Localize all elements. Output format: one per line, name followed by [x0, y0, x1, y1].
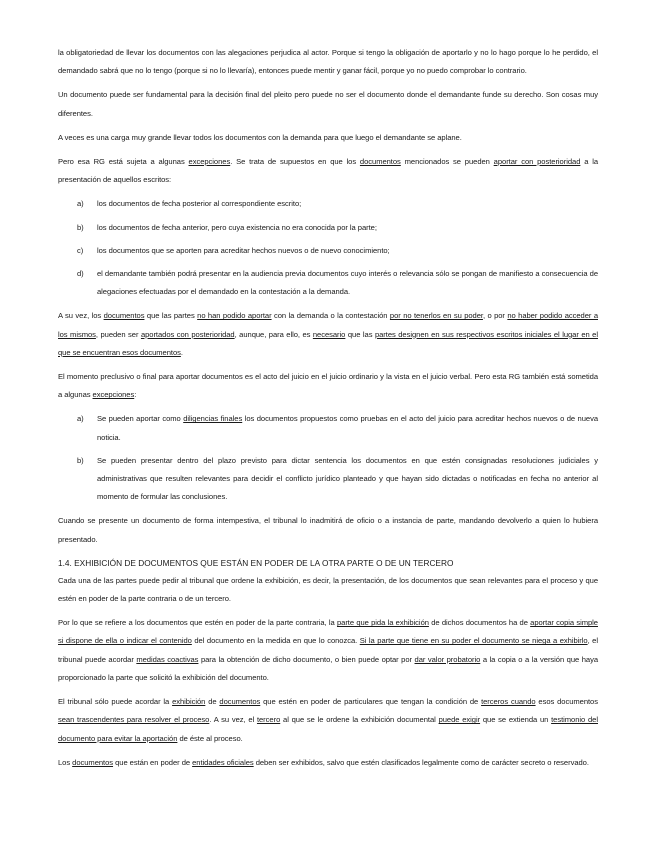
list-marker: a) — [77, 199, 84, 209]
paragraph-6: El momento preclusivo o final para aportar documentos es el acto del juicio en el juicio ordinario y la vista en el juicio verbal. Pero esta RG también está sometida a algunas excepciones: — [58, 372, 598, 400]
underlined-text: testimonio del documento para evitar la aportación — [58, 715, 598, 743]
list-marker: d) — [77, 269, 84, 279]
section-heading: 1.4. EXHIBICIÓN DE DOCUMENTOS QUE ESTÁN EN PODER DE LA OTRA PARTE O DE UN TERCERO — [58, 557, 454, 568]
list-item: b) los documentos de fecha anterior, pero cuya existencia no era conocida por la parte; — [58, 219, 598, 237]
underlined-text: documentos — [72, 757, 114, 767]
exceptions-list-2 — [58, 410, 598, 506]
underlined-text: por no tenerlos en su poder — [389, 311, 483, 321]
list-item: a) los documentos de fecha posterior al correspondiente escrito; — [58, 195, 598, 213]
exceptions-list-1 — [58, 195, 598, 301]
paragraph-2: Un documento puede ser fundamental para la decisión final del pleito pero puede no ser el documento donde el demandante funde su derecho. Son cosas muy diferentes. — [58, 90, 598, 118]
list-marker: b) — [77, 455, 84, 465]
underlined-text: no han podido aportar — [197, 311, 272, 321]
underlined-text: tercero — [256, 715, 281, 725]
underlined-text: aportados con posterioridad — [140, 329, 235, 339]
underlined-text: sean trascendentes para resolver el proceso — [58, 715, 210, 725]
underlined-text: partes designen en sus respectivos escritos iniciales el lugar en el que se encuentran esos documentos — [58, 329, 598, 357]
document-page — [58, 44, 598, 778]
paragraph-11: Los documentos que están en poder de entidades oficiales deben ser exhibidos, salvo que estén clasificados legalmente como de carácter secreto o reservado. — [58, 757, 589, 767]
paragraph-7: Cuando se presente un documento de forma intempestiva, el tribunal lo inadmitirá de oficio o a instancia de parte, mandando devolverlo a quien lo hubiera presentado. — [58, 516, 598, 544]
underlined-text: necesario — [312, 329, 346, 339]
list-marker: c) — [77, 245, 84, 255]
paragraph-1: la obligatoriedad de llevar los documentos con las alegaciones perjudica al actor. Porque si tengo la obligación de aportarlo y no lo hago porque lo he perdido, el demandado sabrá que no lo tengo (porque si no lo llevaría), entonces puede mentir y ganar fácil, porque yo no puedo comprobar lo contrario. — [58, 48, 598, 76]
list-item: c) los documentos que se aporten para acreditar hechos nuevos o de nuevo conocimiento; — [58, 242, 598, 260]
list-item: b) Se pueden presentar dentro del plazo previsto para dictar sentencia los documentos en que estén consignadas resoluciones judiciales y administrativas que resulten relevantes para decidir el conflicto jurídico planteado y que hayan sido dictadas o notificadas en fecha no anterior al momento de formular las conclusiones. — [58, 452, 598, 507]
list-marker: a) — [77, 414, 84, 424]
underlined-text: Si la parte que tiene en su poder el documento se niega a exhibirlo — [359, 636, 588, 646]
underlined-text: exhibición — [172, 697, 206, 707]
paragraph-8: Cada una de las partes puede pedir al tribunal que ordene la exhibición, es decir, la presentación, de los documentos que sean relevantes para el proceso y que estén en poder de la parte contraria o de un tercero. — [58, 575, 598, 604]
underlined-text: dar valor probatorio — [414, 654, 481, 664]
underlined-text: diligencias finales — [183, 414, 243, 424]
underlined-text: aportar copia simple si dispone de ella o indicar el contenido — [58, 618, 598, 646]
list-item: d) el demandante también podrá presentar en la audiencia previa documentos cuyo interés o relevancia sólo se pongan de manifiesto a consecuencia de alegaciones efectuadas por el demandado en la contestación a la demanda. — [58, 265, 598, 301]
underlined-text: medidas coactivas — [136, 654, 199, 664]
underlined-text: documentos — [219, 697, 261, 707]
paragraph-9: Por lo que se refiere a los documentos que estén en poder de la parte contraria, la parte que pida la exhibición de dichos documentos ha de aportar copia simple si dispone de ella o indicar el contenido del documento en la medida en que lo conozca. Si la parte que tiene en su poder el documento se niega a exhibirlo, el tribunal puede acordar medidas coactivas para la obtención de dicho documento, o bien puede optar por dar valor probatorio a la copia o a la versión que haya proporcionado la parte que solicitó la exhibición del documento. — [58, 618, 598, 682]
underlined-text: terceros cuando — [481, 697, 536, 707]
underlined-text: documentos — [359, 157, 401, 167]
paragraph-4: Pero esa RG está sujeta a algunas excepciones. Se trata de supuestos en que los documentos mencionados se pueden aportar con posterioridad a la presentación de aquellos escritos: — [58, 157, 599, 185]
list-item: a) Se pueden aportar como diligencias finales los documentos propuestos como pruebas en el acto del juicio para acreditar hechos nuevos o de nueva noticia. — [58, 410, 598, 446]
underlined-text: parte que pida la exhibición — [336, 618, 429, 628]
paragraph-5: A su vez, los documentos que las partes no han podido aportar con la demanda o la contestación por no tenerlos en su poder, o por no haber podido acceder a los mismos, pueden ser aportados con posterioridad, aunque, para ello, es necesario que las partes designen en sus respectivos escritos iniciales el lugar en el que se encuentran esos documentos. — [58, 311, 598, 357]
underlined-text: entidades oficiales — [192, 757, 254, 767]
underlined-text: aportar con posterioridad — [493, 157, 581, 167]
underlined-text: documentos — [103, 311, 145, 321]
list-marker: b) — [77, 222, 84, 232]
paragraph-3: A veces es una carga muy grande llevar todos los documentos con la demanda para que luego el demandante se aplane. — [58, 132, 462, 142]
underlined-text: excepciones — [92, 390, 135, 400]
underlined-text: excepciones — [188, 157, 231, 167]
paragraph-10: El tribunal sólo puede acordar la exhibición de documentos que estén en poder de particulares que tengan la condición de terceros cuando esos documentos sean trascendentes para resolver el proceso. A su vez, el tercero al que se le ordene la exhibición documental puede exigir que se extienda un testimonio del documento para evitar la aportación de éste al proceso. — [58, 697, 598, 743]
underlined-text: puede exigir — [438, 715, 481, 725]
underlined-text: no haber podido acceder a los mismos — [58, 311, 598, 339]
